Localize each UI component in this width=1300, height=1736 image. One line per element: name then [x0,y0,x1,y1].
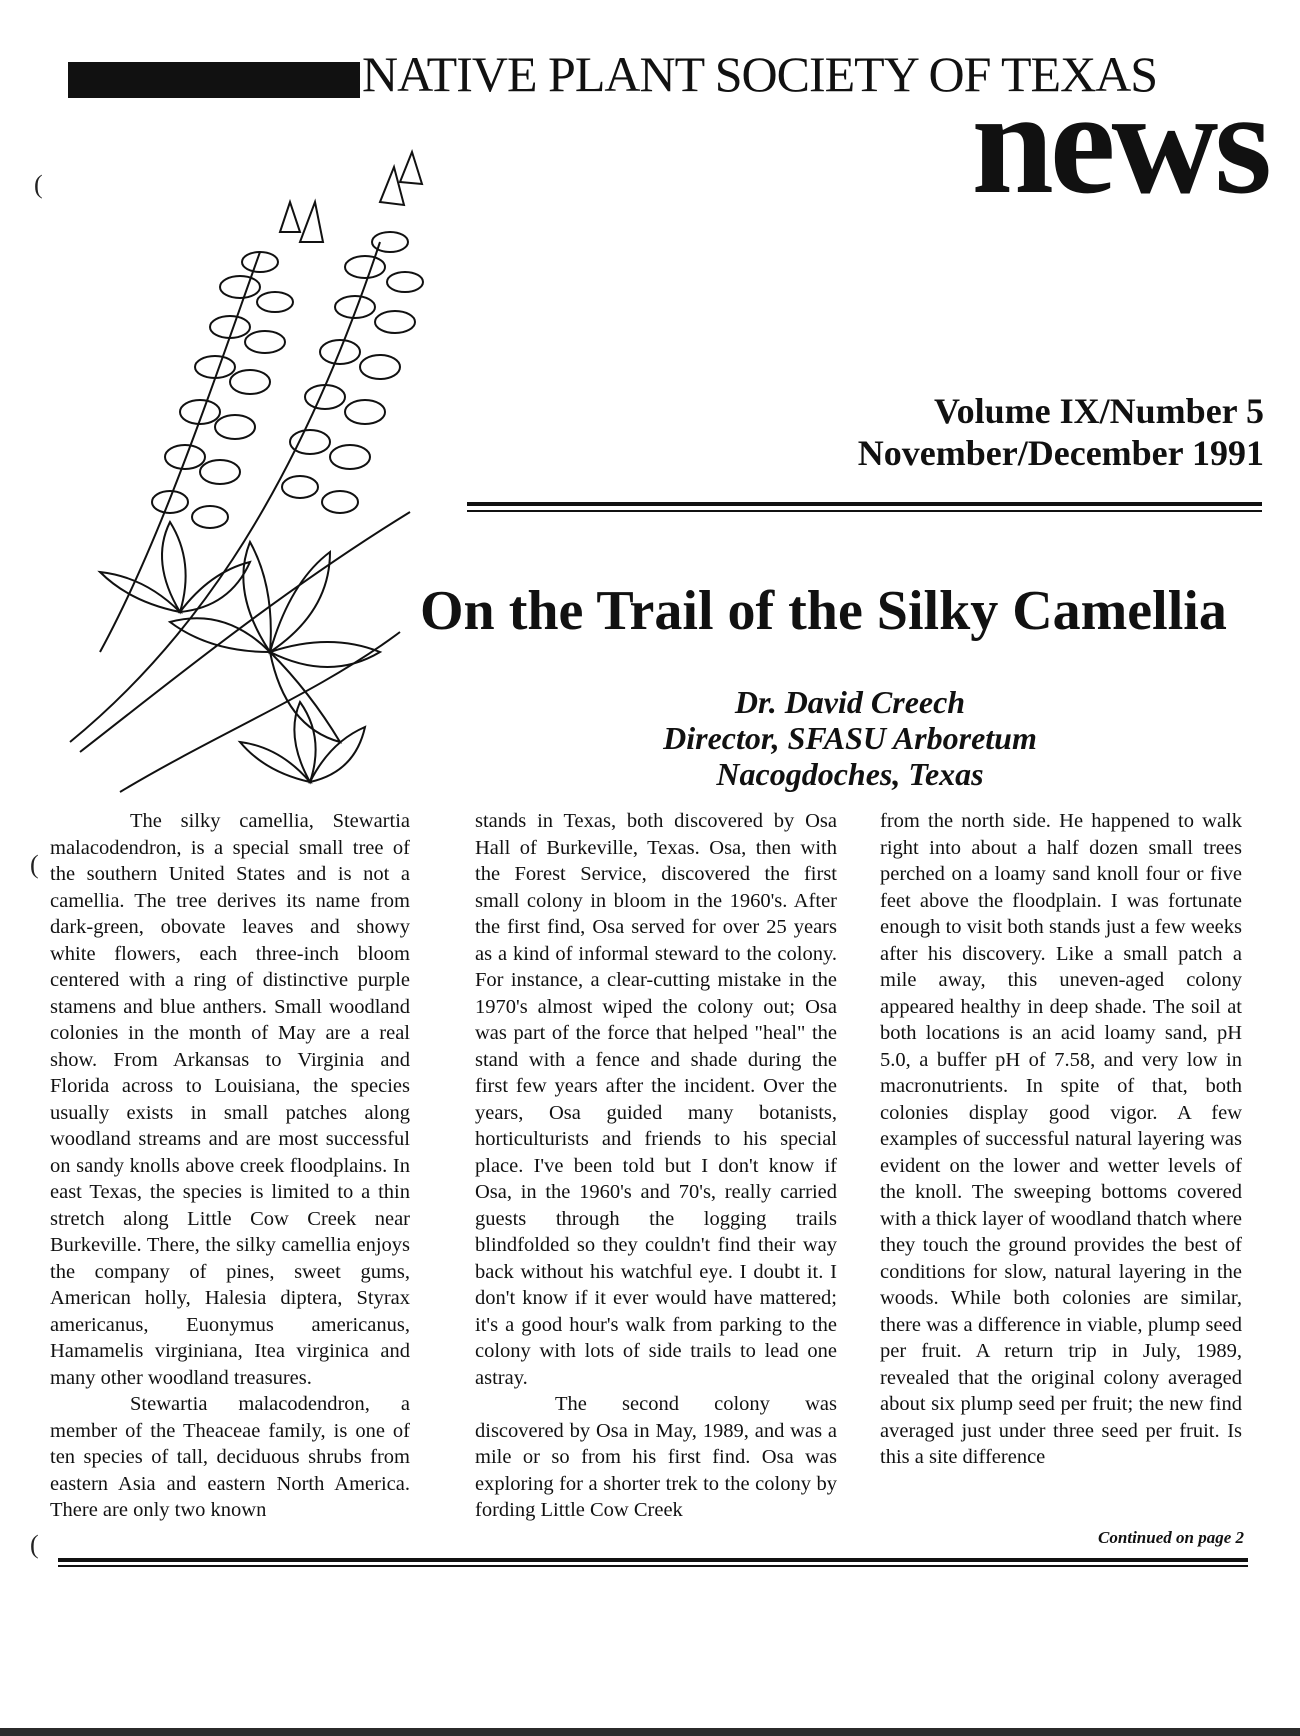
footer-rule [58,1558,1248,1567]
byline [630,684,1070,792]
author-location: Nacogdoches, Texas [716,756,984,792]
article-column-1 [50,808,410,1524]
continued-note: Continued on page 2 [1098,1528,1244,1547]
page-bottom-strip [0,1728,1300,1736]
bluebonnet-illustration [60,92,440,812]
scan-mark: ( [34,170,43,199]
scan-mark: ( [30,1530,39,1559]
issue-date: November/December 1991 [857,433,1264,473]
newsletter-title: news [971,61,1268,225]
article-column-3 [880,808,1242,1471]
paragraph: from the north side. He happened to walk right into about a half dozen small trees perched on a loamy sand knoll four or five feet above the floodplain. I was fortunate enough to visit both stands just a few weeks after his discovery. Like a small patch a mile away, this uneven-aged colony appeared healthy in deep shade. The soil at both locations is an acid loamy sand, pH 5.0, a buffer pH of 7.58, and very low in macronutrients. In spite of that, both colonies display good vigor. A few examples of successful natural layering was evident on the lower and wetter levels of the knoll. The sweeping bottoms covered with a thick layer of woodland thatch where they touch the ground provides the best of conditions for slow, natural layering in the woods. While both colonies are similar, there was a difference in viable, plump seed per fruit. A return trip in July, 1989, revealed that the original colony averaged about six plump seed per fruit; the new find averaged just under three seed per fruit. Is this a site difference [880,810,1242,1468]
author-title: Director, SFASU Arboretum [663,720,1037,756]
scan-mark: ( [30,850,39,879]
issue-info [858,390,1264,474]
header-rule [467,502,1262,512]
paragraph: stands in Texas, both discovered by Osa Hall of Burkeville, Texas. Osa, then with the Forest Service, discovered the first small colony in bloom in the 1960's. After the first find, Osa served for over 25 years as a kind of informal steward to the colony. For instance, a clear-cutting mistake in the 1970's almost wiped the colony out; Osa was part of the force that helped "heal" the stand with a fence and shade during the first few years after the incident. Over the years, Osa guided many botanists, horticulturists and friends to his special place. I've been told but I don't know if Osa, in the 1960's and 70's, really carried guests through the logging trails blindfolded so they couldn't find their way back without his watchful eye. I doubt it. I don't know if it ever would have mattered; it's a good hour's walk from parking to the colony with lots of side trails to lead one astray. [475,810,837,1389]
volume-number: Volume IX/Number 5 [933,391,1264,431]
author-name: Dr. David Creech [734,684,966,720]
article-column-2 [475,808,837,1524]
society-name: NATIVE PLANT SOCIETY OF TEXAS [362,46,1158,102]
paragraph: Stewartia malacodendron, a member of the Theaceae family, is one of ten species of tall, deciduous shrubs from eastern Asia and eastern North America. There are only two known [50,1393,410,1521]
article-headline: On the Trail of the Silky Camellia [420,580,1227,642]
paragraph: The silky camellia, Stewartia malacodendron, is a special small tree of the southern United States and is not a camellia. The tree derives its name from dark-green, obovate leaves and showy white flowers, each three-inch bloom centered with a ring of distinctive purple stamens and blue anthers. Small woodland colonies in the month of May are a real show. From Arkansas to Virginia and Florida across to Louisiana, the species usually exists in small patches along woodland streams and are most successful on sandy knolls above creek floodplains. In east Texas, the species is limited to a thin stretch along Little Cow Creek near Burkeville. There, the silky camellia enjoys the company of pines, sweet gums, American holly, Halesia diptera, Styrax americanus, Euonymus americanus, Hamamelis virginiana, Itea virginica and many other woodland treasures. [50,810,410,1389]
paragraph: The second colony was discovered by Osa in May, 1989, and was a mile or so from his first find. Osa was exploring for a shorter trek to the colony by fording Little Cow Creek [475,1393,837,1521]
